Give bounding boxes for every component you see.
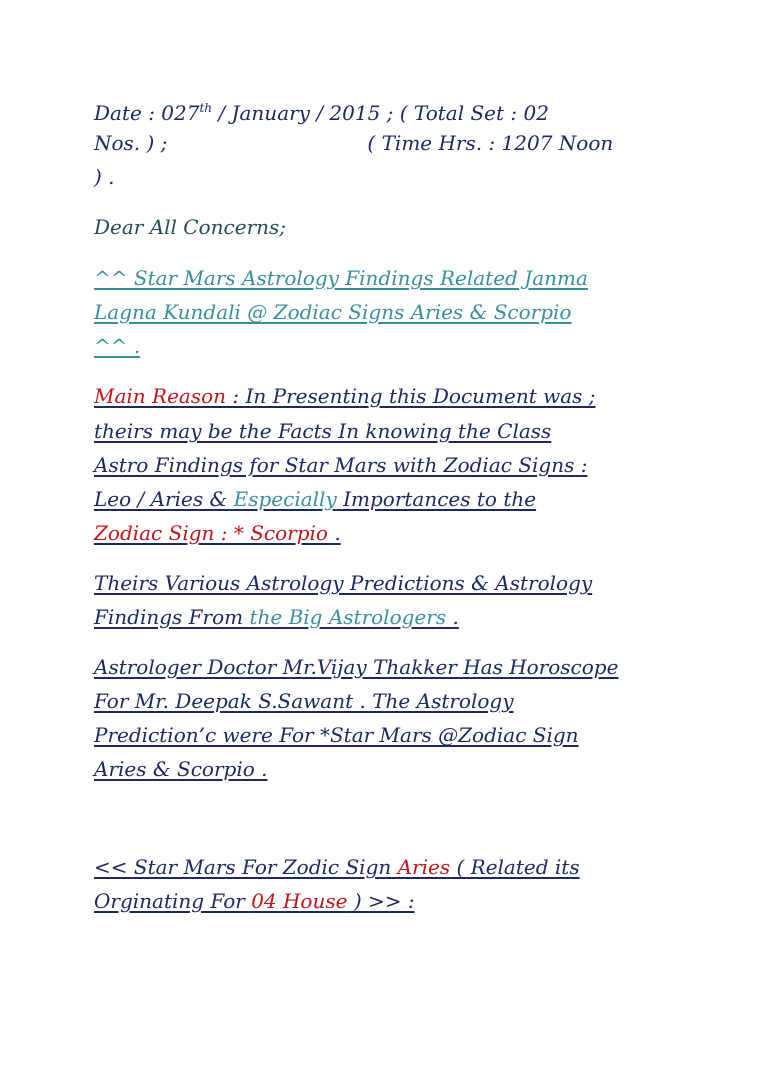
aries-text: Aries [397,855,451,879]
date-line-1 [94,93,549,123]
astrologer-line-1: Astrologer Doctor Mr.Vijay Thakker Has Horoscope [94,655,619,679]
date-line-end: ) . [94,165,115,189]
astrologer-line-4: Aries & Scorpio . [94,757,268,781]
nos-text: Nos. ) ; [94,131,168,155]
date-superscript: th [199,101,213,115]
zodiac-scorpio-text: Zodiac Sign : * Scorpio [94,521,335,545]
orginating-text: Orginating For [94,889,252,913]
date-prefix: Date : 027 [94,101,200,125]
main-reason-line-2: theirs may be the Facts In knowing the Class [94,419,552,443]
predictions-end: . [452,605,459,629]
big-astrologers-text: the Big Astrologers [249,605,453,629]
especially-text: Especially [233,487,337,511]
main-reason-line-1 [94,381,596,411]
subject-line-2: Lagna Kundali @ Zodiac Signs Aries & Scorpio [94,300,572,324]
subject-line-1: ^^ Star Mars Astrology Findings Related Janma [94,266,588,290]
salutation: Dear All Concerns; [94,215,287,239]
time-text: ( Time Hrs. : 1207 Noon [367,131,614,155]
related-its-text: ( Related its [450,855,580,879]
date-line-3 [94,162,115,192]
main-reason-line-3: Astro Findings for Star Mars with Zodiac Signs : [94,453,588,477]
main-reason-end: . [334,521,341,545]
date-line-2 [94,128,613,158]
importances-text: Importances to the [336,487,537,511]
findings-from-text: Findings From [94,605,250,629]
date-rest: / January / 2015 ; ( Total Set : 02 [212,101,549,125]
main-reason-label: Main Reason [94,384,227,408]
astrologer-line-2: For Mr. Deepak S.Sawant . The Astrology [94,689,514,713]
predictions-line-2 [94,602,459,632]
predictions-line-1: Theirs Various Astrology Predictions & Astrology [94,571,593,595]
astrologer-line-3: Prediction’c were For *Star Mars @Zodiac Sign [94,723,579,747]
main-reason-line-5 [94,518,341,548]
section-heading-line-2 [94,886,415,916]
subject-line-3: ^^ . [94,334,141,358]
star-mars-sign-text: << Star Mars For Zodic Sign [94,855,398,879]
leo-aries-text: Leo / Aries & [94,487,234,511]
section-heading-end: ) >> : [347,889,415,913]
house-text: 04 House [251,889,348,913]
main-reason-text: : In Presenting this Document was ; [226,384,596,408]
main-reason-line-4 [94,484,536,514]
section-heading-line-1 [94,852,580,882]
